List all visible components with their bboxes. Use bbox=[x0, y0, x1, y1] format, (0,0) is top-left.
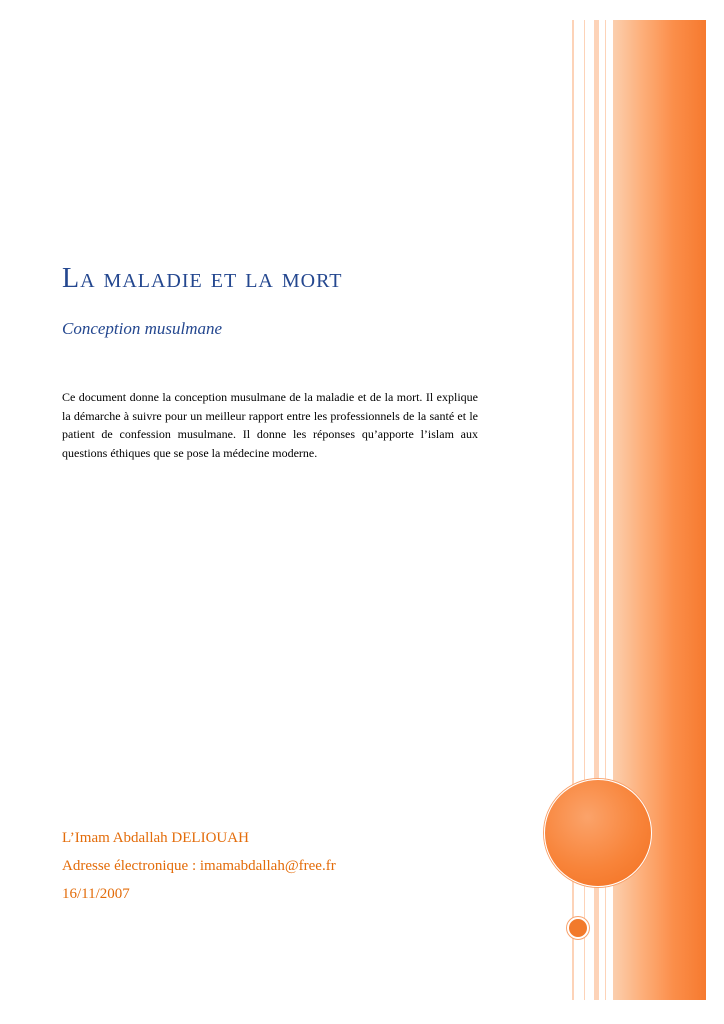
decorative-circle-small bbox=[567, 917, 589, 939]
document-abstract: Ce document donne la conception musulmane de la maladie et de la mort. Il explique la démarche à suivre pour un meilleur rapport entre les professionnels de la santé et le patient de confession musulmane. Il donne les réponses qu’apporte l’islam aux questions éthiques que se pose la médecine moderne. bbox=[62, 390, 478, 460]
document-title: La maladie et la mort bbox=[62, 263, 343, 294]
author-name: L’Imam Abdallah DELIOUAH bbox=[62, 830, 249, 846]
decorative-circle-large bbox=[544, 779, 652, 887]
document-date: 16/11/2007 bbox=[62, 886, 130, 902]
author-email: Adresse électronique : imamabdallah@free.fr bbox=[62, 858, 336, 874]
document-subtitle: Conception musulmane bbox=[62, 319, 223, 338]
